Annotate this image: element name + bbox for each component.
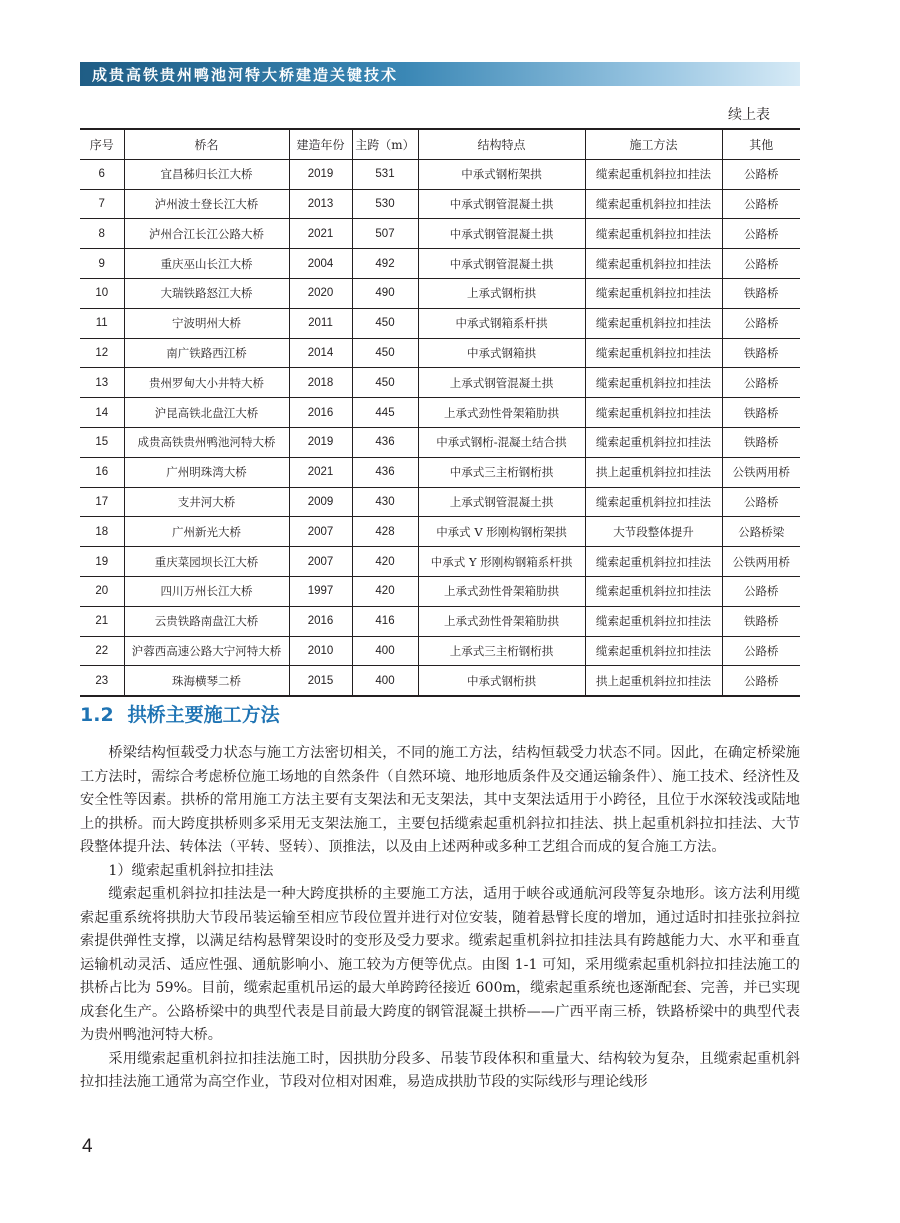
table-cell: 2015 bbox=[289, 666, 352, 696]
table-cell: 广州新光大桥 bbox=[124, 517, 289, 547]
table-cell: 2014 bbox=[289, 338, 352, 368]
table-cell: 22 bbox=[80, 636, 124, 666]
table-row bbox=[80, 368, 800, 398]
table-cell: 云贵铁路南盘江大桥 bbox=[124, 606, 289, 636]
table-cell: 公铁两用桥 bbox=[722, 547, 800, 577]
table-cell: 18 bbox=[80, 517, 124, 547]
table-cell: 大节段整体提升 bbox=[585, 517, 722, 547]
table-cell: 492 bbox=[352, 249, 418, 279]
table-cell: 宁波明州大桥 bbox=[124, 308, 289, 338]
table-cell: 507 bbox=[352, 219, 418, 249]
table-row bbox=[80, 189, 800, 219]
table-cell: 中承式钢桁架拱 bbox=[418, 159, 585, 189]
table-cell: 530 bbox=[352, 189, 418, 219]
table-cell: 缆索起重机斜拉扣挂法 bbox=[585, 308, 722, 338]
table-cell: 2010 bbox=[289, 636, 352, 666]
table-cell: 中承式钢管混凝土拱 bbox=[418, 189, 585, 219]
section-heading bbox=[80, 700, 280, 727]
table-cell: 2016 bbox=[289, 606, 352, 636]
table-cell: 16 bbox=[80, 457, 124, 487]
table-cell: 广州明珠湾大桥 bbox=[124, 457, 289, 487]
table-cell: 缆索起重机斜拉扣挂法 bbox=[585, 547, 722, 577]
table-cell: 缆索起重机斜拉扣挂法 bbox=[585, 338, 722, 368]
paragraph: 采用缆索起重机斜拉扣挂法施工时，因拱肋分段多、吊装节段体积和重量大、结构较为复杂，且缆索起重机斜拉扣挂法施工通常为高空作业，节段对位相对困难，易造成拱肋节段的实际线形与理论线形 bbox=[80, 1050, 800, 1090]
table-cell: 上承式钢管混凝土拱 bbox=[418, 487, 585, 517]
table-cell: 中承式钢桁-混凝土结合拱 bbox=[418, 427, 585, 457]
table-cell: 铁路桥 bbox=[722, 338, 800, 368]
table-cell: 9 bbox=[80, 249, 124, 279]
bridge-table bbox=[80, 128, 800, 697]
table-cell: 沪蓉西高速公路大宁河特大桥 bbox=[124, 636, 289, 666]
table-cell: 450 bbox=[352, 368, 418, 398]
table-cell: 缆索起重机斜拉扣挂法 bbox=[585, 576, 722, 606]
table-cell: 公路桥梁 bbox=[722, 517, 800, 547]
table-cell: 2016 bbox=[289, 398, 352, 428]
column-header: 其他 bbox=[722, 129, 800, 159]
table-row bbox=[80, 487, 800, 517]
table-cell: 支井河大桥 bbox=[124, 487, 289, 517]
table-cell: 重庆菜园坝长江大桥 bbox=[124, 547, 289, 577]
table-cell: 缆索起重机斜拉扣挂法 bbox=[585, 249, 722, 279]
table-row bbox=[80, 398, 800, 428]
table-cell: 2019 bbox=[289, 427, 352, 457]
table-cell: 2020 bbox=[289, 278, 352, 308]
table-cell: 上承式劲性骨架箱肋拱 bbox=[418, 398, 585, 428]
table-cell: 1997 bbox=[289, 576, 352, 606]
table-cell: 缆索起重机斜拉扣挂法 bbox=[585, 606, 722, 636]
table-cell: 公铁两用桥 bbox=[722, 457, 800, 487]
table-cell: 公路桥 bbox=[722, 636, 800, 666]
table-cell: 缆索起重机斜拉扣挂法 bbox=[585, 159, 722, 189]
column-header: 序号 bbox=[80, 129, 124, 159]
table-row bbox=[80, 666, 800, 696]
column-header: 桥名 bbox=[124, 129, 289, 159]
table-cell: 450 bbox=[352, 308, 418, 338]
table-cell: 2018 bbox=[289, 368, 352, 398]
table-cell: 15 bbox=[80, 427, 124, 457]
table-cell: 沪昆高铁北盘江大桥 bbox=[124, 398, 289, 428]
column-header: 建造年份 bbox=[289, 129, 352, 159]
table-cell: 泸州合江长江公路大桥 bbox=[124, 219, 289, 249]
table-cell: 缆索起重机斜拉扣挂法 bbox=[585, 636, 722, 666]
table-continued-label: 续上表 bbox=[728, 107, 770, 123]
table-cell: 缆索起重机斜拉扣挂法 bbox=[585, 398, 722, 428]
table-cell: 贵州罗甸大小井特大桥 bbox=[124, 368, 289, 398]
column-header: 主跨（m） bbox=[352, 129, 418, 159]
table-cell: 上承式钢管混凝土拱 bbox=[418, 368, 585, 398]
table-cell: 成贵高铁贵州鸭池河特大桥 bbox=[124, 427, 289, 457]
table-cell: 铁路桥 bbox=[722, 427, 800, 457]
column-header: 结构特点 bbox=[418, 129, 585, 159]
table-cell: 2019 bbox=[289, 159, 352, 189]
table-cell: 四川万州长江大桥 bbox=[124, 576, 289, 606]
table-cell: 上承式劲性骨架箱肋拱 bbox=[418, 606, 585, 636]
table-cell: 上承式三主桁钢桁拱 bbox=[418, 636, 585, 666]
table-cell: 420 bbox=[352, 547, 418, 577]
table-cell: 中承式钢管混凝土拱 bbox=[418, 219, 585, 249]
table-cell: 428 bbox=[352, 517, 418, 547]
table-cell: 21 bbox=[80, 606, 124, 636]
table-cell: 公路桥 bbox=[722, 666, 800, 696]
table-cell: 2004 bbox=[289, 249, 352, 279]
table-body bbox=[80, 159, 800, 696]
table-cell: 珠海横琴二桥 bbox=[124, 666, 289, 696]
table-cell: 中承式钢箱拱 bbox=[418, 338, 585, 368]
table-cell: 23 bbox=[80, 666, 124, 696]
table-cell: 铁路桥 bbox=[722, 278, 800, 308]
running-header-bar bbox=[80, 62, 800, 86]
table-cell: 19 bbox=[80, 547, 124, 577]
table-cell: 缆索起重机斜拉扣挂法 bbox=[585, 487, 722, 517]
table-row bbox=[80, 308, 800, 338]
table-cell: 17 bbox=[80, 487, 124, 517]
table-row bbox=[80, 278, 800, 308]
table-cell: 430 bbox=[352, 487, 418, 517]
table-cell: 2021 bbox=[289, 457, 352, 487]
table-cell: 公路桥 bbox=[722, 487, 800, 517]
table-cell: 2021 bbox=[289, 219, 352, 249]
table-cell: 公路桥 bbox=[722, 189, 800, 219]
running-header-title: 成贵高铁贵州鸭池河特大桥建造关键技术 bbox=[92, 66, 399, 84]
table-cell: 公路桥 bbox=[722, 159, 800, 189]
table-row bbox=[80, 427, 800, 457]
table-cell: 中承式 V 形刚构钢桁架拱 bbox=[418, 517, 585, 547]
table-cell: 12 bbox=[80, 338, 124, 368]
table-cell: 436 bbox=[352, 457, 418, 487]
paragraph: 缆索起重机斜拉扣挂法是一种大跨度拱桥的主要施工方法，适用于峡谷或通航河段等复杂地形。该方法利用缆索起重系统将拱肋大节段吊装运输至相应节段位置并进行对位安装，随着悬臂长度的增加，通过适时扣挂张拉斜拉索提供弹性支撑，以满足结构悬臂架设时的变形及受力要求。缆索起重机斜拉扣挂法具有跨越能力大、水平和垂直运输机动灵活、适应性强、通航影响小、施工较为方便等优点。由图 1-1 可知，采用缆索起重机斜拉扣挂法施工的拱桥占比为 59%。目前，缆索起重机吊运的最大单跨跨径接近 600m，缆索起重系统也逐渐配套、完善，并已实现成套化生产。公路桥梁中的典型代表是目前最大跨度的钢管混凝土拱桥——广西平南三桥，铁路桥梁中的典型代表为贵州鸭池河特大桥。 bbox=[80, 886, 800, 1043]
table-cell: 2013 bbox=[289, 189, 352, 219]
table-cell: 中承式钢桁拱 bbox=[418, 666, 585, 696]
table-cell: 铁路桥 bbox=[722, 398, 800, 428]
paragraph: 桥梁结构恒载受力状态与施工方法密切相关，不同的施工方法，结构恒载受力状态不同。因此，在确定桥梁施工方法时，需综合考虑桥位施工场地的自然条件（自然环境、地形地质条件及交通运输条件）、施工技术、经济性及安全性等因素。拱桥的常用施工方法主要有支架法和无支架法，其中支架法适用于小跨径，且位于水深较浅或陆地上的拱桥。而大跨度拱桥则多采用无支架法施工，主要包括缆索起重机斜拉扣挂法、拱上起重机斜拉扣挂法、大节段整体提升法、转体法（平转、竖转）、顶推法，以及由上述两种或多种工艺组合而成的复合施工方法。 bbox=[80, 745, 800, 855]
table-cell: 20 bbox=[80, 576, 124, 606]
table-cell: 缆索起重机斜拉扣挂法 bbox=[585, 219, 722, 249]
table-cell: 10 bbox=[80, 278, 124, 308]
table-row bbox=[80, 517, 800, 547]
table-cell: 400 bbox=[352, 666, 418, 696]
table-cell: 中承式 Y 形刚构钢箱系杆拱 bbox=[418, 547, 585, 577]
table-row bbox=[80, 457, 800, 487]
table-cell: 公路桥 bbox=[722, 219, 800, 249]
table-cell: 445 bbox=[352, 398, 418, 428]
page-number: 4 bbox=[82, 1136, 93, 1157]
body-text bbox=[80, 742, 800, 1095]
table-row bbox=[80, 547, 800, 577]
table-cell: 拱上起重机斜拉扣挂法 bbox=[585, 666, 722, 696]
table-cell: 14 bbox=[80, 398, 124, 428]
table-cell: 8 bbox=[80, 219, 124, 249]
table-cell: 缆索起重机斜拉扣挂法 bbox=[585, 368, 722, 398]
table-cell: 420 bbox=[352, 576, 418, 606]
table-cell: 泸州波士登长江大桥 bbox=[124, 189, 289, 219]
table-row bbox=[80, 636, 800, 666]
table-cell: 2007 bbox=[289, 517, 352, 547]
table-cell: 2009 bbox=[289, 487, 352, 517]
table-row bbox=[80, 576, 800, 606]
table-cell: 中承式钢箱系杆拱 bbox=[418, 308, 585, 338]
table-cell: 宜昌秭归长江大桥 bbox=[124, 159, 289, 189]
table-cell: 南广铁路西江桥 bbox=[124, 338, 289, 368]
table-cell: 上承式钢桁拱 bbox=[418, 278, 585, 308]
table-cell: 400 bbox=[352, 636, 418, 666]
table-row bbox=[80, 338, 800, 368]
table-cell: 缆索起重机斜拉扣挂法 bbox=[585, 278, 722, 308]
table-cell: 490 bbox=[352, 278, 418, 308]
table-row bbox=[80, 219, 800, 249]
table-cell: 公路桥 bbox=[722, 576, 800, 606]
table-cell: 上承式劲性骨架箱肋拱 bbox=[418, 576, 585, 606]
table-header-row bbox=[80, 129, 800, 159]
table-cell: 铁路桥 bbox=[722, 606, 800, 636]
table-cell: 拱上起重机斜拉扣挂法 bbox=[585, 457, 722, 487]
section-title: 拱桥主要施工方法 bbox=[127, 704, 280, 726]
table-cell: 2011 bbox=[289, 308, 352, 338]
table-cell: 中承式三主桁钢桁拱 bbox=[418, 457, 585, 487]
table-row bbox=[80, 606, 800, 636]
table-cell: 缆索起重机斜拉扣挂法 bbox=[585, 427, 722, 457]
table-cell: 450 bbox=[352, 338, 418, 368]
table-cell: 公路桥 bbox=[722, 249, 800, 279]
subsection-heading: 1）缆索起重机斜拉扣挂法 bbox=[108, 862, 274, 879]
table-cell: 416 bbox=[352, 606, 418, 636]
table-cell: 公路桥 bbox=[722, 368, 800, 398]
table-cell: 7 bbox=[80, 189, 124, 219]
table-row bbox=[80, 159, 800, 189]
table-cell: 531 bbox=[352, 159, 418, 189]
table-row bbox=[80, 249, 800, 279]
table-cell: 中承式钢管混凝土拱 bbox=[418, 249, 585, 279]
table-cell: 6 bbox=[80, 159, 124, 189]
table-cell: 2007 bbox=[289, 547, 352, 577]
section-number: 1.2 bbox=[80, 704, 114, 726]
table-cell: 公路桥 bbox=[722, 308, 800, 338]
table-cell: 缆索起重机斜拉扣挂法 bbox=[585, 189, 722, 219]
table-cell: 11 bbox=[80, 308, 124, 338]
table-cell: 13 bbox=[80, 368, 124, 398]
table-cell: 大瑞铁路怒江大桥 bbox=[124, 278, 289, 308]
table-cell: 重庆巫山长江大桥 bbox=[124, 249, 289, 279]
column-header: 施工方法 bbox=[585, 129, 722, 159]
table-cell: 436 bbox=[352, 427, 418, 457]
